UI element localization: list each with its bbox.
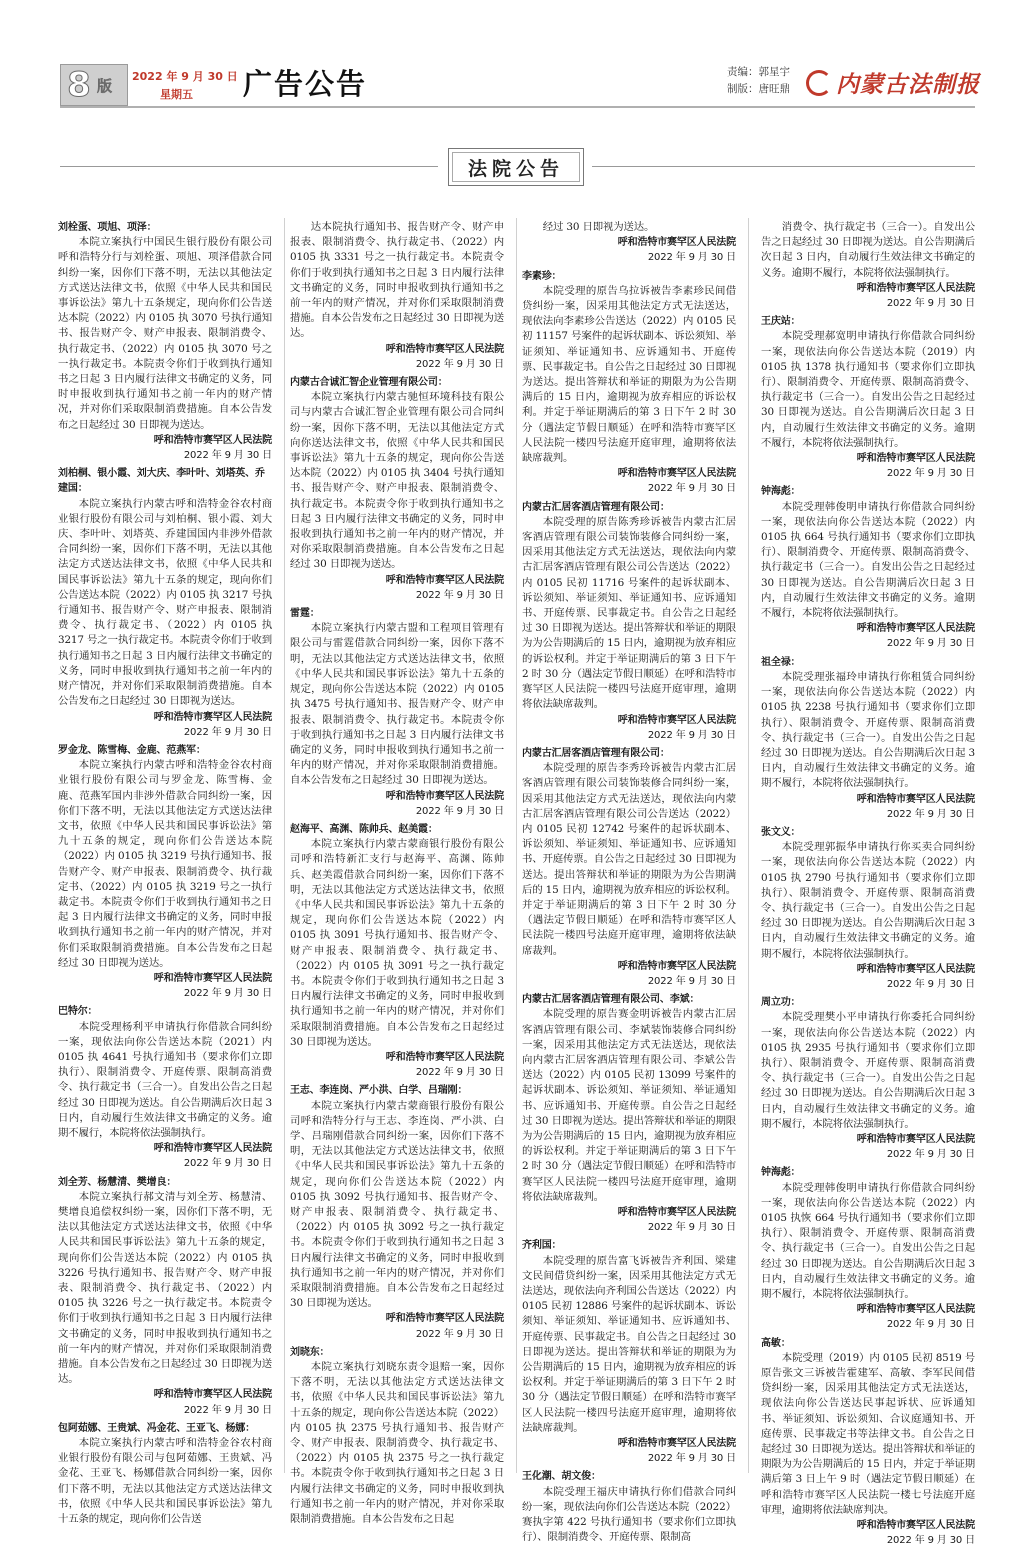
notice-body: 本院受理的原告陈秀珍诉被告内蒙古汇居客酒店管理有限公司装饰装修合同纠纷一案，因采用其他法定方式无法送达，现依法向内蒙古汇居客酒店管理有限公司公告送达（2022）内 0105 民初 11716 号案件的起诉状副本、诉讼须知、举证须知、举证通知书、应诉通知书、开庭传票、民事裁定书。自公告之日起经过 30 日即视为送达。提出答辩状和举证的期限为为公告期满后的 15 日内，逾期视为放弃相应的诉讼权利。并定于举证期满后的第 3 日下午 2 时 30 分（遇法定节假日顺延）在呼和浩特市赛罕区人民法院一楼四号法庭开庭审理，逾期将依法缺席裁判。 <box>522 515 736 711</box>
notice-addressee: 雷霆： <box>290 608 320 620</box>
court-notice <box>522 992 736 1235</box>
column-divider <box>748 218 749 1473</box>
notice-addressee: 内蒙古汇居客酒店管理有限公司： <box>522 747 670 759</box>
newspaper-brand <box>806 66 980 99</box>
court-notice <box>761 1165 975 1332</box>
notice-date: 2022 年 9 月 30 日 <box>647 975 736 987</box>
editor-name: 责编：郭星宇 <box>727 66 790 78</box>
court-notice <box>290 606 504 819</box>
notice-date: 2022 年 9 月 30 日 <box>415 1328 504 1340</box>
court-notice <box>761 314 975 481</box>
notice-court: 呼和浩特市赛罕区人民法院 <box>385 343 504 355</box>
notice-body: 本院立案执行刘晓东责令退赔一案，因你下落不明，无法以其他法定方式送达法律文书，依照《中华人民共和国民事诉讼法》第九十五条的规定，现向你公告送达本院（2022）内 0105 执 2375 号执行通知书、报告财产令、财产申报表、限制消费令、执行裁定书、（2022）内 0105 执 2375 号之一执行裁定书。本院责令你于收到执行通知书之日起 3 日内履行法律文书确定的义务，同时申报收到执行通知书之前一年内的财产情况，并对你采取限制消费措施。自本公告发布之日起 <box>290 1361 504 1526</box>
court-notice <box>761 995 975 1162</box>
notice-date: 2022 年 9 月 30 日 <box>415 358 504 370</box>
notice-date: 2022 年 9 月 30 日 <box>886 808 975 820</box>
notice-body: 本院立案执行郝文清与刘全芳、杨慧清、樊增良追偿权纠纷一案，因你们下落不明，无法以其他法定方式送达法律文书，依照《中华人民共和国民事诉讼法》第九十五条的规定，现向你们公告送达本院（2022）内 0105 执 3226 号执行通知书、报告财产令、财产申报表、限制消费令、执行裁定书、（2022）内 0105 执 3226 号之一执行裁定书。本院责令你们于收到执行通知书之日起 3 日内履行法律文书确定的义务，同时申报收到执行通知书之前一年内的财产情况，并对你们采取限制消费措施。自本公告发布之日起经过 30 日即视为送达。 <box>58 1190 272 1386</box>
notice-date: 2022 年 9 月 30 日 <box>886 468 975 480</box>
notice-court: 呼和浩特市赛罕区人民法院 <box>617 237 736 249</box>
issue-date-text: 2022 年 9 月 30 日 <box>132 70 238 83</box>
notice-court: 呼和浩特市赛罕区人民法院 <box>856 793 975 805</box>
notice-court: 呼和浩特市赛罕区人民法院 <box>856 453 975 465</box>
page-header <box>0 0 1024 110</box>
court-notice <box>522 269 736 497</box>
notice-date: 2022 年 9 月 30 日 <box>647 483 736 495</box>
notice-date: 2022 年 9 月 30 日 <box>886 1149 975 1161</box>
court-notice <box>58 1421 272 1527</box>
court-notice <box>761 1336 975 1548</box>
court-notice <box>761 220 975 311</box>
notice-court: 呼和浩特市赛罕区人民法院 <box>385 1313 504 1325</box>
notice-date: 2022 年 9 月 30 日 <box>647 1453 736 1465</box>
notice-date: 2022 年 9 月 30 日 <box>886 1319 975 1331</box>
court-notice <box>58 743 272 1001</box>
page-number: 8 <box>67 65 91 105</box>
notice-addressee: 刘栓蛋、项旭、项泽： <box>58 222 157 233</box>
page-title: 广告公告 <box>243 67 368 101</box>
notice-body: 经过 30 日即视为送达。 <box>542 221 655 233</box>
notice-addressee: 巴特尔： <box>58 1006 98 1018</box>
notice-addressee: 内蒙古汇居客酒店管理有限公司： <box>522 501 670 513</box>
notice-date: 2022 年 9 月 30 日 <box>886 638 975 650</box>
notice-body: 本院受理韩俊明申请执行你借款合同纠纷一案，现依法向你公告送达本院（2022）内 0105 执恢 664 号执行通知书（要求你们立即执行）、限制消费令、开庭传票、限制高消费令、执行裁定书（三合一）。自发出公告之日起经过 30 日即视为送达。自公告期满后次日起 3 日内，自动履行生效法律文书确定的义务。逾期不履行，本院将依法强制执行。 <box>761 1181 975 1301</box>
column-divider <box>284 218 285 1473</box>
notice-court: 呼和浩特市赛罕区人民法院 <box>153 434 272 446</box>
notice-addressee: 齐利国： <box>522 1240 562 1252</box>
notice-court: 呼和浩特市赛罕区人民法院 <box>856 282 975 294</box>
court-notice <box>290 1083 504 1341</box>
notice-addressee: 高敏： <box>761 1337 791 1349</box>
notice-court: 呼和浩特市赛罕区人民法院 <box>617 468 736 480</box>
notice-body: 本院受理的原告李秀玲诉被告内蒙古汇居客酒店管理有限公司装饰装修合同纠纷一案，因采用其他法定方式无法送达，现依法向内蒙古汇居客酒店管理有限公司公告送达（2022）内 0105 民初 12742 号案件的起诉状副本、诉讼须知、举证须知、举证通知书、应诉通知书、开庭传票。自公告之日起经过 30 日即视为送达。提出答辩状和举证的期限为为公告期满后的 15 日内，逾期视为放弃相应的诉讼权利。并定于举证期满后的第 3 日下午 2 时 30 分（遇法定节假日顺延）在呼和浩特市赛罕区人民法院一楼四号法庭开庭审理，逾期将依法缺席裁判。 <box>522 762 736 957</box>
page-ban-label: 版 <box>97 76 113 95</box>
producer-name: 制版：唐旺鼎 <box>727 83 790 95</box>
notice-court: 呼和浩特市赛罕区人民法院 <box>617 1438 736 1450</box>
notice-addressee: 王庆站： <box>761 316 801 328</box>
brand-name: 内蒙古法制报 <box>836 71 980 98</box>
notice-date: 2022 年 9 月 30 日 <box>886 1535 975 1547</box>
notice-court: 呼和浩特市赛罕区人民法院 <box>856 963 975 975</box>
notice-addressee: 罗金龙、陈雪梅、金鹿、范燕军： <box>58 744 206 756</box>
court-notice <box>522 1469 736 1545</box>
notice-addressee: 祖全禄： <box>761 656 801 668</box>
notice-date: 2022 年 9 月 30 日 <box>886 298 975 310</box>
notice-body: 本院受理的原告富飞诉被告齐利国、梁建文民间借贷纠纷一案，因采用其他法定方式无法送达，现依法向齐利国公告送达（2022）内 0105 民初 12886 号案件的起诉状副本、诉讼须知、举证须知、举证通知书、应诉通知书、开庭传票、民事裁定书。自公告之日起经过 30 日即视为送达。提出答辩状和举证的期限为为公告期满后的 15 日内，逾期视为放弃相应的诉讼权利。并定于举证期满后的第 3 日下午 2 时 30 分（遇法定节假日顺延）在呼和浩特市赛罕区人民法院一楼四号法庭开庭审理，逾期将依法缺席裁判。 <box>522 1254 736 1434</box>
notice-court: 呼和浩特市赛罕区人民法院 <box>617 960 736 972</box>
section-rule-right <box>592 166 975 167</box>
court-notice <box>522 500 736 743</box>
court-notice <box>522 746 736 989</box>
notice-addressee: 李素珍： <box>522 270 562 282</box>
notice-body: 本院受理韩俊明申请执行你借款合同纠纷一案，现依法向你公告送达本院（2022）内 0105 执 664 号执行通知书（要求你们立即执行）、限制消费令、开庭传票、限制高消费令、执行裁定书（三合一）。自发出公告之日起经过 30 日即视为送达。自公告期满后次日起 3 日内，自动履行生效法律文书确定的义务。逾期不履行，本院将依法强制执行。 <box>761 500 975 620</box>
notice-addressee: 内蒙古合诚汇智企业管理有限公司： <box>290 377 448 389</box>
notice-body: 本院立案执行内蒙古呼和浩特金谷农村商业银行股份有限公司与罗金龙、陈雪梅、金鹿、范燕军国内非涉外借款合同纠纷一案，因你们下落不明，无法以其他法定方式送达法律文书，依照《中华人民共和国民事诉讼法》第九十五条的规定，现向你们公告送达本院（2022）内 0105 执 3219 号执行通知书、报告财产令、财产申报表、限制消费令、执行裁定书、（2022）内 0105 执 3219 号之一执行裁定书。本院责令你们于收到执行通知书之日起 3 日内履行法律文书确定的义务，同时申报收到执行通知书之前一年内的财产情况，并对你们采取限制消费措施。自本公告发布之日起经过 30 日即视为送达。 <box>58 759 272 969</box>
court-notice <box>58 1175 272 1418</box>
court-notice <box>761 825 975 992</box>
notice-court: 呼和浩特市赛罕区人民法院 <box>856 1520 975 1532</box>
notice-body: 本院受理（2019）内 0105 民初 8519 号原告张文三诉被告霍建军、高敏、李军民间借贷纠纷一案，因采用其他法定方式无法送达，现依法向你公告送达民事起诉状、应诉通知书、举证须知、诉讼须知、合议庭通知书、开庭传票、民事裁定书等法律文书。自公告之日起经过 30 日即视为送达。提出答辩状和举证的期限为为公告期满后的 15 日内，并定于举证期满后第 3 日上午 9 时（遇法定节假日顺延）在呼和浩特市赛罕区人民法院一楼七号法庭开庭审理，逾期将依法缺席判决。 <box>761 1351 975 1516</box>
notice-date: 2022 年 9 月 30 日 <box>183 726 272 738</box>
notice-body: 本院立案执行内蒙古驰恒环境科技有限公司与内蒙古合诚汇智企业管理有限公司合同纠纷一案，因你下落不明，无法以其他法定方式向你送达法律文书，依照《中华人民共和国民事诉讼法》第九十五条的规定，现向你公告送达本院（2022）内 0105 执 3404 号执行通知书、报告财产令、财产申报表、限制消费令、执行裁定书。本院责令你于收到执行通知书之日起 3 日内履行法律文书确定的义务，同时申报收到执行通知书之前一年内的财产情况，并对你采取限制消费措施。自本公告发布之日起经过 30 日即视为送达。 <box>290 391 504 571</box>
notice-addressee: 钟海彪： <box>761 486 801 498</box>
notice-body: 本院受理的原告赛金明诉被告内蒙古汇居客酒店管理有限公司、李斌装饰装修合同纠纷一案，因采用其他法定方式无法送达，现依法向内蒙古汇居客酒店管理有限公司、李斌公告送达（2022）内 0105 民初 13099 号案件的起诉状副本、诉讼须知、举证须知、举证通知书、应诉通知书、开庭传票。自公告之日起经过 30 日即视为送达。提出答辩状和举证的期限为为公告期满后的 15 日内，逾期视为放弃相应的诉讼权利。并定于举证期满后的第 3 日下午 2 时 30 分（遇法定节假日顺延）在呼和浩特市赛罕区人民法院一楼四号法庭开庭审理，逾期将依法缺席裁判。 <box>522 1008 736 1203</box>
court-notice <box>58 220 272 463</box>
notice-court: 呼和浩特市赛罕区人民法院 <box>153 711 272 723</box>
notice-column-4 <box>761 220 975 1547</box>
notice-addressee: 刘晓东： <box>290 1346 330 1358</box>
notice-date: 2022 年 9 月 30 日 <box>647 729 736 741</box>
court-notice <box>522 1238 736 1466</box>
notice-court: 呼和浩特市赛罕区人民法院 <box>153 1389 272 1401</box>
notice-body: 本院立案执行内蒙古蒙商银行股份有限公司呼和浩特新汇支行与赵海平、高渊、陈帅兵、赵美霞借款合同纠纷一案，因你们下落不明，无法以其他法定方式送达法律文书，依照《中华人民共和国民事诉讼法》第九十五条的规定，现向你们公告送达本院（2022）内 0105 执 3091 号执行通知书、报告财产令、财产申报表、限制消费令、执行裁定书、（2022）内 0105 执 3091 号之一执行裁定书。本院责令你们于收到执行通知书之日起 3 日内履行法律文书确定的义务，同时申报收到执行通知书之前一年内的财产情况，并对你们采取限制消费措施。自本公告发布之日起经过 30 日即视为送达。 <box>290 838 504 1048</box>
notice-addressee: 包阿茹娜、王贵斌、冯金花、王亚飞、杨娜： <box>58 1422 255 1434</box>
court-notice <box>290 375 504 603</box>
notice-body: 本院受理郝宽明申请执行你借款合同纠纷一案，现依法向你公告送达本院（2019）内 0105 执 1378 执行通知书（要求你们立即执行）、限制消费令、开庭传票、限制高消费令、执行裁定书（三合一）。自发出公告之日起经过 30 日即视为送达。自公告期满后次日起 3 日内，自动履行生效法律文书确定的义务。逾期不履行，本院将依法强制执行。 <box>761 330 975 449</box>
notice-addressee: 刘柏桐、银小霞、刘大庆、李叶叶、刘塔英、乔建国： <box>58 468 265 495</box>
notice-addressee: 刘全芳、杨慧清、樊增良： <box>58 1176 177 1188</box>
notice-body: 本院受理樊小平申请执行你委托合同纠纷一案，现依法向你公告送达本院（2022）内 0105 执 2935 号执行通知书（要求你们立即执行）、限制消费令、开庭传票、限制高消费令、执行裁定书（三合一）。自发出公告之日起经过 30 日即视为送达。自公告期满后次日起 3 日内，自动履行生效法律文书确定的义务。逾期不履行，本院将依法强制执行。 <box>761 1011 975 1130</box>
notice-court: 呼和浩特市赛罕区人民法院 <box>385 790 504 802</box>
court-notice <box>290 822 504 1080</box>
court-notice <box>290 220 504 372</box>
notice-date: 2022 年 9 月 30 日 <box>183 988 272 1000</box>
issue-weekday: 星期五 <box>160 88 193 101</box>
notice-date: 2022 年 9 月 30 日 <box>415 589 504 601</box>
notice-court: 呼和浩特市赛罕区人民法院 <box>385 1051 504 1063</box>
notice-court: 呼和浩特市赛罕区人民法院 <box>153 972 272 984</box>
notice-addressee: 钟海彪： <box>761 1167 801 1179</box>
notice-body: 本院受理郭振华申请执行你买卖合同纠纷一案，现依法向你公告送达本院（2022）内 0105 执 2790 号执行通知书（要求你们立即执行）、限制消费令、开庭传票、限制高消费令、执行裁定书（三合一）。自发出公告之日起经过 30 日即视为送达。自公告期满后次日起 3 日内，自动履行生效法律文书确定的义务。逾期不履行，本院将依法强制执行。 <box>761 841 975 960</box>
notice-date: 2022 年 9 月 30 日 <box>183 1158 272 1170</box>
court-notice <box>290 1345 504 1527</box>
notice-body: 本院立案执行内蒙古盟和工程项目管理有限公司与雷霆借款合同纠纷一案，因你下落不明，无法以其他法定方式送达法律文书，依照《中华人民共和国民事诉讼法》第九十五条的规定，现向你公告送达本院（2022）内 0105 执 3475 号执行通知书、报告财产令、财产申报表、限制消费令、执行裁定书。本院责令你于收到执行通知书之日起 3 日内履行法律文书确定的义务，同时申报收到执行通知书之前一年内的财产情况，并对你采取限制消费措施。自本公告发布之日起经过 30 日即视为送达。 <box>290 622 504 787</box>
brand-logo-icon <box>806 70 832 96</box>
notice-body: 达本院执行通知书、报告财产令、财产申报表、限制消费令、执行裁定书、（2022）内 0105 执 3331 号之一执行裁定书。本院责令你们于收到执行通知书之日起 3 日内履行法律文书确定的义务，同时申报收到执行通知书之前一年内的财产情况，并对你们采取限制消费措施。自本公告发布之日起经过 30 日即视为送达。 <box>290 221 504 340</box>
column-divider <box>516 218 517 1473</box>
court-notice <box>58 1004 272 1171</box>
section-banner-title: 法院公告 <box>467 157 564 180</box>
notice-body: 本院受理张福玲申请执行你租赁合同纠纷一案，现依法向你公告送达本院（2022）内 0105 执 2238 号执行通知书（要求你们立即执行）、限制消费令、开庭传票、限制高消费令、执行裁定书（三合一）。自发出公告之日起经过 30 日即视为送达。自公告期满后次日起 3 日内，自动履行生效法律文书确定的义务。逾期不履行，本院将依法强制执行。 <box>761 670 975 790</box>
notice-court: 呼和浩特市赛罕区人民法院 <box>385 574 504 586</box>
notice-body: 本院立案执行中国民生银行股份有限公司呼和浩特分行与刘栓蛋、项旭、项泽借款合同纠纷一案，因你们下落不明，无法以其他法定方式送达法律文书，依照《中华人民共和国民事诉讼法》第九十五条规定，现向你们公告送达本院（2022）内 0105 执 3070 号执行通知书、报告财产令、财产申报表、限制消费令、执行裁定书、（2022）内 0105 执 3070 号之一执行裁定书。本院责令你们于收到执行通知书之日起 3 日内履行法律文书确定的义务，同时申报收到执行通知书之前一年内的财产情况，并对你们采取限制消费措施。自本公告发布之日起经过 30 日即视为送达。 <box>58 236 272 431</box>
notice-date: 2022 年 9 月 30 日 <box>647 1222 736 1234</box>
notice-body: 消费令、执行裁定书（三合一）。自发出公告之日起经过 30 日即视为送达。自公告期满后次日起 3 日内，自动履行生效法律文书确定的义务。逾期不履行，本院将依法强制执行。 <box>761 221 975 279</box>
notice-body: 本院受理杨利平申请执行你借款合同纠纷一案，现依法向你公告送达本院（2021）内 0105 执 4641 号执行通知书（要求你们立即执行）、限制消费令、开庭传票、限制高消费令、执行裁定书（三合一）。自发出公告之日起经过 30 日即视为送达。自公告期满后次日起 3 日内，自动履行生效法律文书确定的义务。逾期不履行，本院将依法强制执行。 <box>58 1020 272 1139</box>
notice-body: 本院立案执行内蒙古蒙商银行股份有限公司呼和浩特分行与王志、李连岗、严小洪、白学、吕瑞刚借款合同纠纷一案，因你们下落不明，无法以其他法定方式送达法律文书，依照《中华人民共和国民事诉讼法》第九十五条的规定，现向你们公告送达本院（2022）内 0105 执 3092 号执行通知书、报告财产令、财产申报表、限制消费令、执行裁定书、（2022）内 0105 执 3092 号之一执行裁定书。本院责令你们于收到执行通知书之日起 3 日内履行法律文书确定的义务，同时申报收到执行通知书之前一年内的财产情况，并对你们采取限制消费措施。自本公告发布之日起经过 30 日即视为送达。 <box>290 1099 504 1310</box>
notice-court: 呼和浩特市赛罕区人民法院 <box>153 1143 272 1155</box>
notice-date: 2022 年 9 月 30 日 <box>886 978 975 990</box>
header-divider <box>60 106 975 108</box>
notice-body: 本院立案执行内蒙古呼和浩特金谷农村商业银行股份有限公司与包阿茹娜、王贵斌、冯金花、王亚飞、杨娜借款合同纠纷一案，因你们下落不明，无法以其他法定方式送达法律文书，依照《中华人民共和国民事诉讼法》第九十五条的规定，现向你们公告送 <box>58 1437 272 1526</box>
notice-court: 呼和浩特市赛罕区人民法院 <box>617 1207 736 1218</box>
notice-date: 2022 年 9 月 30 日 <box>415 805 504 817</box>
notice-addressee: 赵海平、高渊、陈帅兵、赵美霞： <box>290 823 438 835</box>
notice-addressee: 王志、李连岗、严小洪、白学、吕瑞刚： <box>290 1085 468 1097</box>
page-number-badge <box>60 64 128 106</box>
court-notice <box>58 466 272 740</box>
notice-addressee: 内蒙古汇居客酒店管理有限公司、李斌： <box>522 994 700 1006</box>
notice-court: 呼和浩特市赛罕区人民法院 <box>856 623 975 635</box>
section-rule-left <box>60 166 438 167</box>
notice-court: 呼和浩特市赛罕区人民法院 <box>856 1304 975 1316</box>
notice-body: 本院立案执行内蒙古呼和浩特金谷农村商业银行股份有限公司与刘柏桐、银小霞、刘大庆、李叶叶、刘塔英、乔建国国内非涉外借款合同纠纷一案，因你们下落不明，无法以其他法定方式送达法律文书，依照《中华人民共和国民事诉讼法》第九十五条的规定，现向你们公告送达本院（2022）内 0105 执 3217 号执行通知书、报告财产令、财产申报表、限制消费令、执行裁定书、（2022）内 0105 执 3217 号之一执行裁定书。本院责令你们于收到执行通知书之日起 3 日内履行法律文书确定的义务，同时申报收到执行通知书之前一年内的财产情况，并对你们采取限制消费措施。自本公告发布之日起经过 30 日即视为送达。 <box>58 497 272 708</box>
notice-column-1 <box>58 220 272 1526</box>
notice-addressee: 王化潮、胡文俊： <box>522 1471 601 1483</box>
notice-date: 2022 年 9 月 30 日 <box>647 252 736 264</box>
notice-date: 2022 年 9 月 30 日 <box>415 1067 504 1079</box>
notice-date: 2022 年 9 月 30 日 <box>183 450 272 462</box>
notice-body: 本院受理的原告乌拉诉被告李素珍民间借贷纠纷一案，因采用其他法定方式无法送达，现依法向李素珍公告送达（2022）内 0105 民初 11157 号案件的起诉状副本、诉讼须知、举证须知、举证通知书、应诉通知书、开庭传票、民事裁定书。自公告之日起经过 30 日即视为送达。提出答辩状和举证的期限为为公告期满后的 15 日内，逾期视为放弃相应的诉讼权利。并定于举证期满后的第 3 日下午 2 时 30 分（遇法定节假日顺延）在呼和浩特市赛罕区人民法院一楼四号法庭开庭审理，逾期将依法缺席裁判。 <box>522 284 736 465</box>
court-notice <box>522 220 736 266</box>
section-banner <box>448 148 584 186</box>
notice-date: 2022 年 9 月 30 日 <box>183 1404 272 1416</box>
notice-column-2 <box>290 220 504 1526</box>
editor-credits <box>727 64 790 98</box>
notice-addressee: 张文义： <box>761 826 801 838</box>
court-notice <box>761 484 975 651</box>
notice-court: 呼和浩特市赛罕区人民法院 <box>856 1133 975 1145</box>
issue-date <box>132 68 238 104</box>
notice-column-3 <box>522 220 736 1544</box>
notice-body: 本院受理王福庆申请执行你们借款合同纠纷一案，现依法向你们公告送达本院（2022）赛执字第 422 号执行通知书（要求你们立即执行）、限制消费令、开庭传票、限制高 <box>522 1485 736 1544</box>
notice-court: 呼和浩特市赛罕区人民法院 <box>617 714 736 726</box>
court-notice <box>761 655 975 822</box>
notice-addressee: 周立功： <box>761 997 801 1009</box>
